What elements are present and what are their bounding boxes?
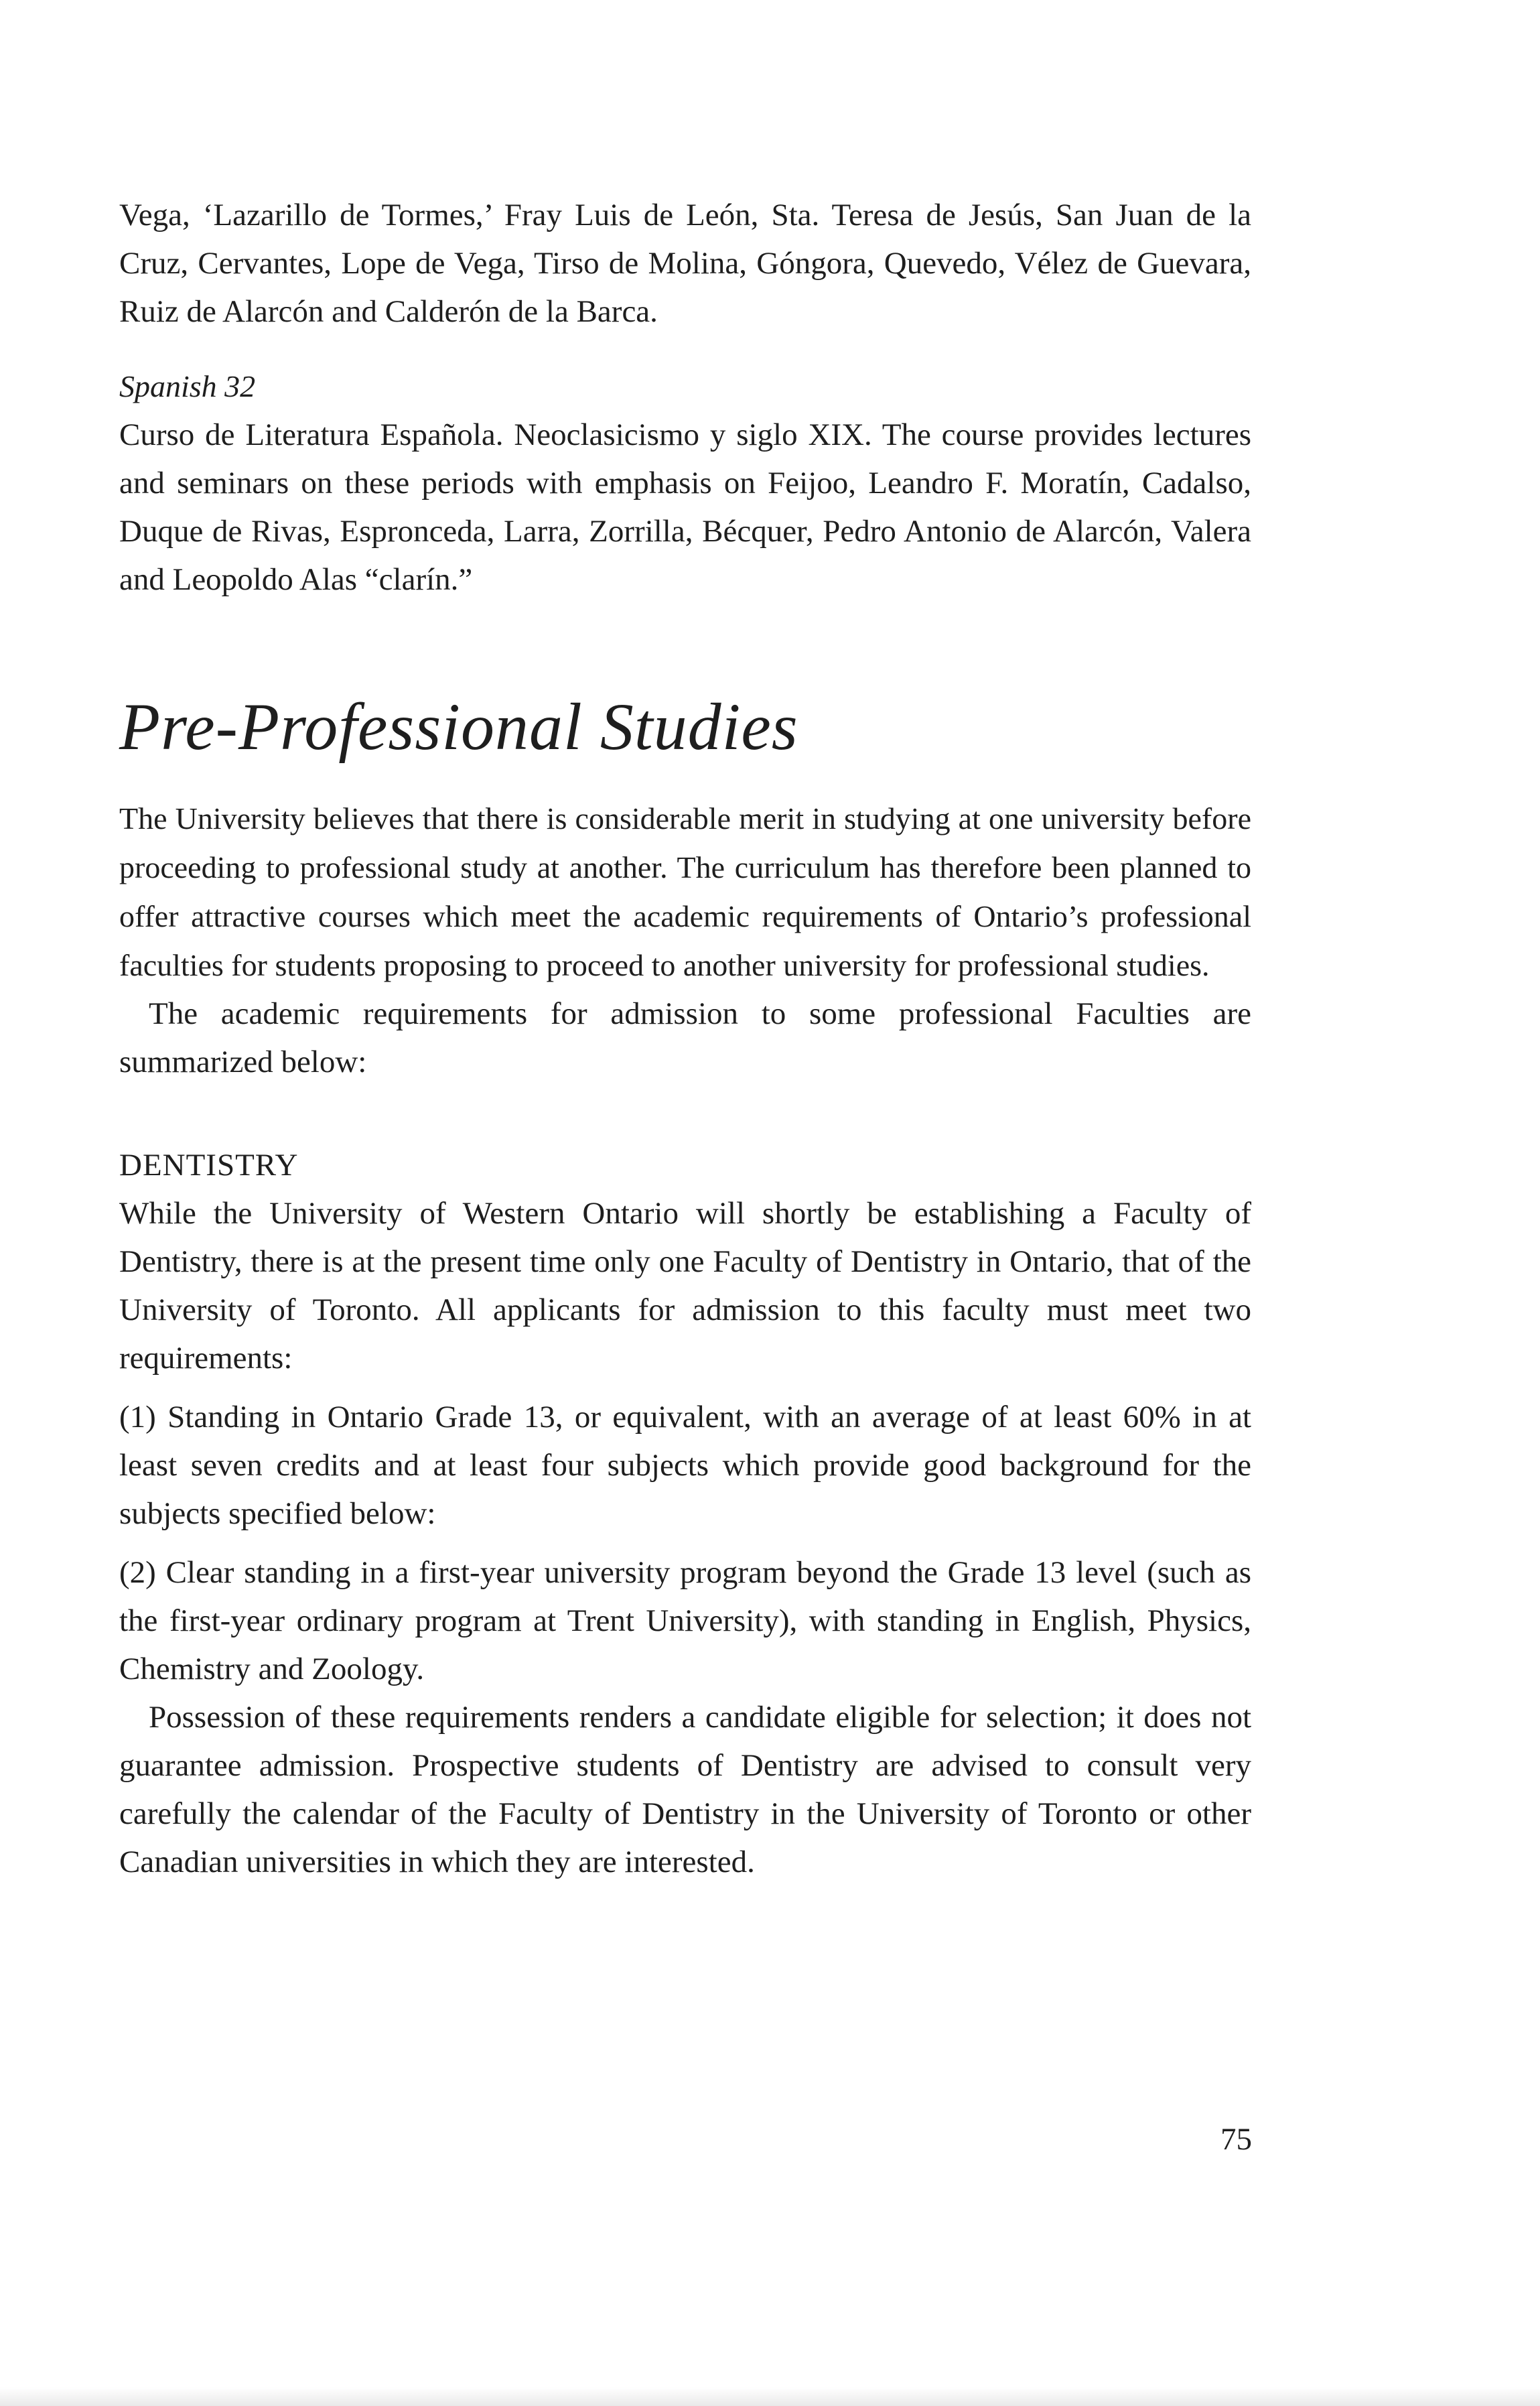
course-code: Spanish 32 <box>119 369 256 403</box>
course-description: Curso de Literatura Española. Neoclasicismo y siglo XIX. The course provides lectures and seminars on these periods with emphasis on Feijoo, Leandro F. Moratín, Cadalso, Duque de Rivas, Espronceda, Larra, Zorrilla, Bécquer, Pedro Antonio de Alarcón, Valera and Leopoldo Alas “clarín.” <box>119 417 1251 597</box>
page-number: 75 <box>1220 2122 1252 2157</box>
dentistry-paragraph-2: Possession of these requirements renders a candidate eligible for selection; it does not guarantee admission. Prospective students of Dentistry are advised to consult very carefully the calendar of the Faculty of Dentistry in the University of Toronto or other Canadian universities in which they are interested. <box>119 1700 1251 1879</box>
intro-paragraph: The University believes that there is considerable merit in studying at one university before proceeding to professional study at another. The curriculum has therefore been planned to offer attractive courses which meet the academic requirements of Ontario’s professional faculties for students proposing to proceed to another university for professional studies. <box>119 801 1251 982</box>
page-content <box>119 191 1251 1886</box>
requirement-2: (2) Clear standing in a first-year university program beyond the Grade 13 level (such as the first-year ordinary program at Trent University), with standing in English, Physics, Chemistry and Zoology. <box>119 1555 1251 1686</box>
page-edge <box>0 2387 1540 2406</box>
dentistry-paragraph: While the University of Western Ontario will shortly be establishing a Faculty of Dentistry, there is at the present time only one Faculty of Dentistry in Ontario, that of the University of Toronto. All applicants for admission to this faculty must meet two requirements: <box>119 1196 1251 1376</box>
section-title: Pre-Professional Studies <box>119 689 798 764</box>
carryover-paragraph: Vega, ‘Lazarillo de Tormes,’ Fray Luis de León, Sta. Teresa de Jesús, San Juan de la Cruz, Cervantes, Lope de Vega, Tirso de Molina, Góngora, Quevedo, Vélez de Guevara, Ruiz de Alarcón and Calderón de la Barca. <box>119 198 1251 329</box>
dentistry-heading: DENTISTRY <box>119 1148 299 1183</box>
requirement-1: (1) Standing in Ontario Grade 13, or equivalent, with an average of at least 60% in at least seven credits and at least four subjects which provide good background for the subjects specified below: <box>119 1400 1251 1531</box>
intro-paragraph-2: The academic requirements for admission to some professional Faculties are summarized below: <box>119 996 1251 1079</box>
